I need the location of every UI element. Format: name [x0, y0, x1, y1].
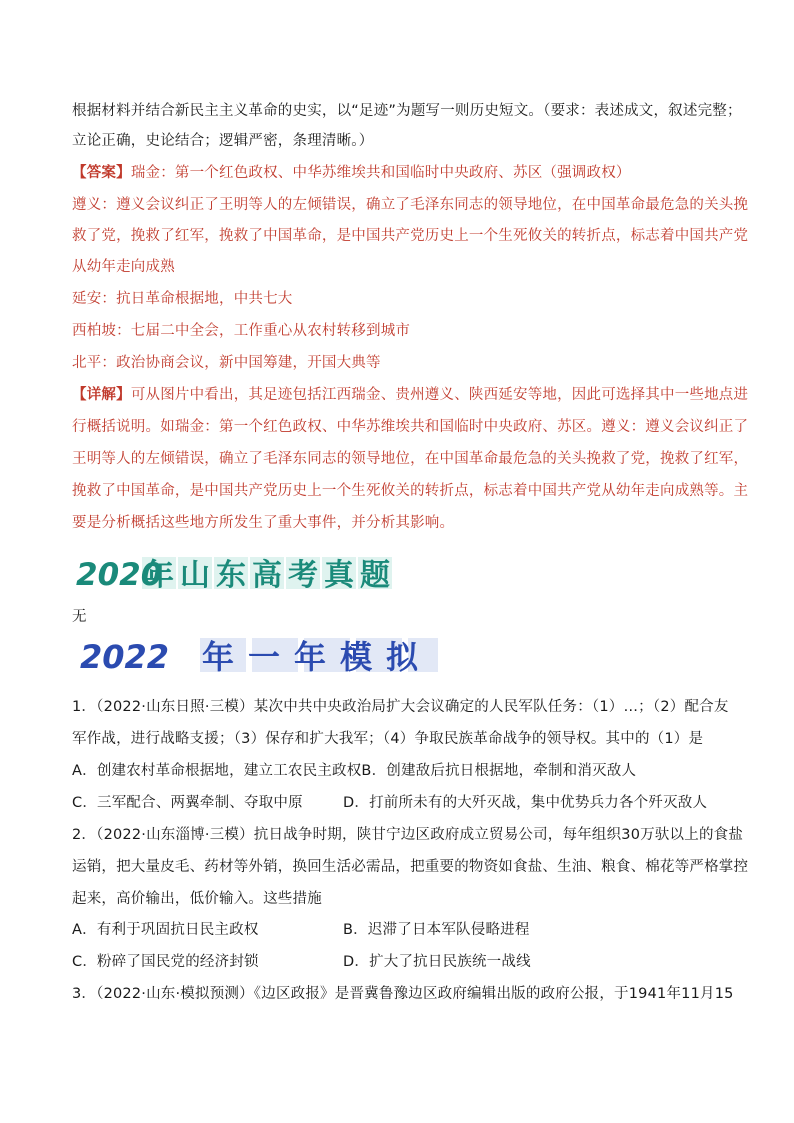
detail-line: 行概括说明。如瑞金：第一个红色政权、中华苏维埃共和国临时中央政府、苏区。遵义：遵义会议纠正了: [72, 419, 749, 435]
answer-zunyi-line: 从幼年走向成熟: [72, 259, 175, 275]
q3-stem-line: 3．（2022·山东·模拟预测）《边区政报》是晋冀鲁豫边区政府编辑出版的政府公报，于1941年11月15: [72, 986, 734, 1002]
q1-option-a[interactable]: A．创建农村革命根据地，建立工农民主政权: [72, 763, 362, 779]
none-text: 无: [72, 609, 87, 625]
question-text-line: 立论正确，史论结合；逻辑严密，条理清晰。）: [72, 133, 374, 149]
q2-stem-line: 2．（2022·山东淄博·三模）抗日战争时期，陕甘宁边区政府成立贸易公司，每年组织30万驮以上的食盐: [72, 827, 744, 843]
detail-tag: 【详解】: [72, 387, 131, 403]
answer-xibaipo: 西柏坡：七届二中全会，工作重心从农村转移到城市: [72, 323, 411, 339]
detail-line: 王明等人的左倾错误，确立了毛泽东同志的领导地位，在中国革命最危急的关头挽救了党，挽救了红军，: [72, 451, 749, 467]
q1-options-row: [72, 761, 636, 781]
detail-line: 【详解】可从图片中看出，其足迹包括江西瑞金、贵州遵义、陕西延安等地，因此可选择其中一些地点进: [72, 387, 749, 403]
answer-zunyi-line: 救了党，挽救了红军，挽救了中国革命，是中国共产党历史上一个生死攸关的转折点，标志着中国共产党: [72, 228, 749, 244]
q2-option-d[interactable]: D．扩大了抗日民族统一战线: [343, 954, 531, 970]
detail-line: 挽救了中国革命，是中国共产党历史上一个生死攸关的转折点，标志着中国共产党从幼年走向成熟等。主: [72, 483, 749, 499]
q1-option-b[interactable]: B．创建敌后抗日根据地，牵制和消灭敌人: [361, 763, 637, 779]
banner-2022-title: 年一年模拟: [202, 638, 433, 676]
banner-2022-year: 2022: [80, 638, 170, 676]
q1-stem-line: 军作战，进行战略支援；（3）保存和扩大我军；（4）争取民族革命战争的领导权。其中的（1）是: [72, 731, 704, 747]
answer-tag: 【答案】: [72, 165, 131, 181]
answer-yanan: 延安：抗日革命根据地，中共七大: [72, 291, 293, 307]
detail-line: 要是分析概括这些地方所发生了重大事件，并分析其影响。: [72, 515, 455, 531]
banner-2020-title: 年山东高考真题: [144, 558, 396, 593]
question-text-line: 根据材料并结合新民主主义革命的史实，以“足迹”为题写一则历史短文。（要求：表述成文，叙述完整；: [72, 103, 742, 119]
answer-ruijin: 【答案】瑞金：第一个红色政权、中华苏维埃共和国临时中央政府、苏区（强调政权）: [72, 165, 631, 181]
answer-beiping: 北平：政治协商会议，新中国筹建，开国大典等: [72, 355, 381, 371]
banner-2022-graphic: [72, 634, 442, 676]
section-banner-2022: [72, 634, 442, 674]
banner-2020-graphic: [72, 553, 402, 593]
q2-stem-line: 运销，把大量皮毛、药材等外销，换回生活必需品，把重要的物资如食盐、生油、粮食、棉花等严格掌控: [72, 859, 749, 875]
q1-options-row: [72, 793, 303, 813]
q2-option-c[interactable]: C．粉碎了国民党的经济封锁: [72, 954, 259, 970]
q1-option-d[interactable]: D．打前所未有的大歼灭战，集中优势兵力各个歼灭敌人: [343, 795, 708, 811]
q1-stem-line: 1．（2022·山东日照·三模）某次中共中央政治局扩大会议确定的人民军队任务：（1）…；（2）配合友: [72, 699, 729, 715]
q2-option-b[interactable]: B．迟滞了日本军队侵略进程: [343, 922, 530, 938]
q1-option-c[interactable]: C．三军配合、两翼牵制、夺取中原: [72, 795, 303, 811]
answer-zunyi-line: 遵义：遵义会议纠正了王明等人的左倾错误，确立了毛泽东同志的领导地位，在中国革命最危急的关头挽: [72, 197, 749, 213]
banner-2020-year: 2020: [76, 557, 163, 593]
q2-stem-line: 起来，高价输出，低价输入。这些措施: [72, 891, 322, 907]
q2-option-a[interactable]: A．有利于巩固抗日民主政权: [72, 922, 259, 938]
section-banner-2020: [72, 553, 402, 593]
